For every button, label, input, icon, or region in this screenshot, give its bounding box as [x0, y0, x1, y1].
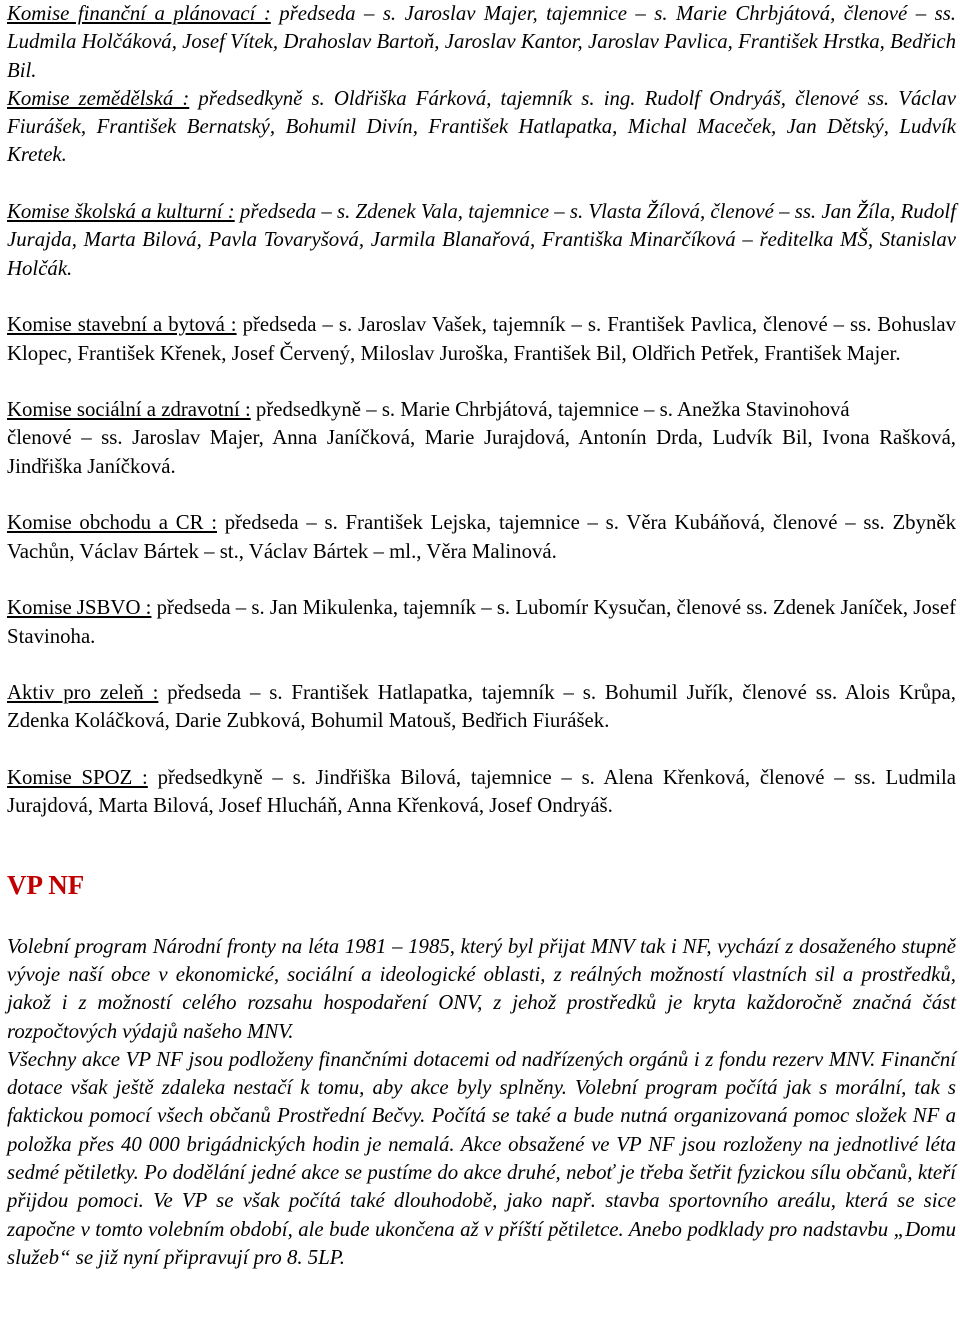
committee-socialni: [7, 396, 956, 424]
section-paragraph-1: Volební program Národní fronty na léta 1981 – 1985, který byl přijat MNV tak i NF, vychází z dosaženého stupně vývoje naší obce v ekonomické, sociální a ideologické oblasti, z reálných možností vlastních sil a prostředků, jakož i z možností celého rozsahu hospodaření ONV, z jehož prostředků je kryta každoročně značná část rozpočtových výdajů našeho MNV.: [7, 934, 956, 1043]
committee-label: Komise školská a kulturní :: [7, 200, 235, 224]
committee-text: členové – ss. Jaroslav Majer, Anna Janíčková, Marie Jurajdová, Antonín Drda, Ludvík Bil, Ivona Rašková, Jindřiška Janíčková.: [7, 426, 956, 478]
committee-label: Aktiv pro zeleň :: [7, 681, 159, 705]
committee-label: Komise stavební a bytová :: [7, 313, 237, 337]
committee-text: předseda – s. Jaroslav Majer, tajemnice – s. Marie Chrbjátová, členové – ss. Ludmila Holčáková, Josef Vítek, Drahoslav Bartoň, Jaroslav Kantor, Jaroslav Pavlica, František Hrstka, Bedřich Bil.: [7, 2, 956, 82]
committee-financni: [7, 0, 956, 85]
committee-text: předsedkyně – s. Jindřiška Bilová, tajemnice – s. Alena Křenková, členové – ss. Ludmila Jurajdová, Marta Bilová, Josef Hlucháň, Anna Křenková, Josef Ondryáš.: [7, 766, 956, 818]
section-paragraph-2: Všechny akce VP NF jsou podloženy finančními dotacemi od nadřízených orgánů i z fondu rezerv MNV. Finanční dotace však ještě zdaleka nestačí k tomu, aby akce byly splněny. Volební program počítá jak s morální, tak s faktickou pomocí všech občanů Prostřední Bečvy. Počítá se také a bude nutná organizovaná pomoc složek NF a položka přes 40 000 brigádnických hodin je nemalá. Akce obsažené ve VP NF jsou rozloženy na jednotlivé léta sedmé pětiletky. Po dodělání jedné akce se pustíme do akce druhé, neboť je třeba šetřit fyzickou sílu občanů, kteří přijdou pomoci. Ve VP se však počítá také dlouhodobě, jako např. stavba sportovního areálu, která se sice započne v tomto volebním období, ale bude ukončena až v příští pětiletce. Anebo podklady pro nadstavbu „Domu služeb“ se již nyní připravují pro 8. 5LP.: [7, 1047, 956, 1269]
committee-text: předseda – s. František Hatlapatka, tajemník – s. Bohumil Juřík, členové ss. Alois Krůpa, Zdenka Koláčková, Darie Zubková, Bohumil Matouš, Bedřich Fiurášek.: [7, 681, 956, 733]
committee-text: předseda – s. František Lejska, tajemnice – s. Věra Kubáňová, členové – ss. Zbyněk Vachůn, Václav Bártek – st., Václav Bártek – ml., Věra Malinová.: [7, 511, 956, 563]
committee-jsbvo: [7, 594, 956, 651]
committee-label: Komise zemědělská :: [7, 86, 190, 110]
committee-text: předseda – s. Zdenek Vala, tajemnice – s. Vlasta Žílová, členové – ss. Jan Žíla, Rudolf Jurajda, Marta Bilová, Pavla Tovaryšová, Jarmila Blanařová, Františka Minarčíková – ředitelka MŠ, Stanislav Holčák.: [7, 200, 956, 280]
committee-text: předsedkyně – s. Marie Chrbjátová, tajemnice – s. Anežka Stavinohová: [250, 398, 850, 422]
committee-stavebni: [7, 311, 956, 368]
committee-label: Komise JSBVO :: [7, 596, 152, 620]
committee-zemedelska: [7, 85, 956, 170]
committee-label: Komise finanční a plánovací :: [7, 2, 271, 25]
committee-skolska: [7, 198, 956, 283]
committee-text: předseda – s. Jan Mikulenka, tajemník – s. Lubomír Kysučan, členové ss. Zdenek Janíček, Josef Stavinoha.: [7, 596, 956, 648]
committee-label: Komise SPOZ :: [7, 766, 148, 790]
committee-label: Komise obchodu a CR :: [7, 511, 217, 535]
committee-text: předsedkyně s. Oldřiška Fárková, tajemník s. ing. Rudolf Ondryáš, členové ss. Václav Fiurášek, František Bernatský, Bohumil Divín, František Hatlapatka, Michal Maceček, Jan Dětský, Ludvík Kretek.: [7, 86, 956, 167]
committee-obchodu: [7, 509, 956, 566]
committee-label: Komise sociální a zdravotní :: [7, 398, 251, 422]
committee-socialni-members: [7, 424, 956, 481]
committee-spoz: [7, 764, 956, 821]
committee-zelen: [7, 679, 956, 736]
committee-text: předseda – s. Jaroslav Vašek, tajemník – s. František Pavlica, členové – ss. Bohuslav Klopec, František Křenek, Josef Červený, Miloslav Juroška, František Bil, Oldřich Petřek, František Majer.: [7, 313, 957, 365]
section-heading: VP NF: [7, 869, 85, 900]
